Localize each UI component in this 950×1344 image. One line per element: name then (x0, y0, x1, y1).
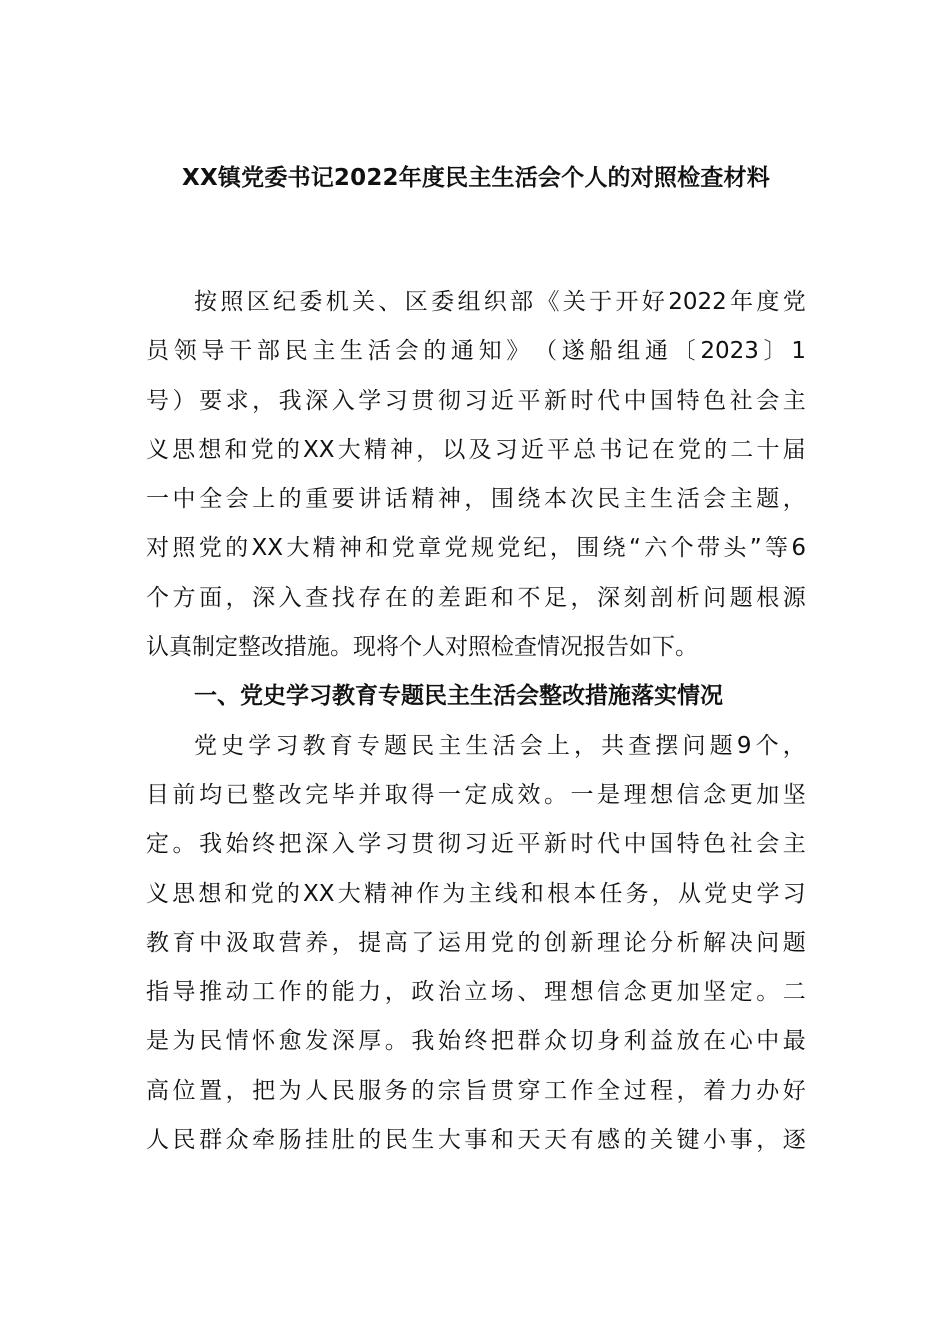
text-line: 号 ） 要 求 ， 我 深 入 学 习 贯 彻 习 近 平 新 时 代 中 国 特 色 社 会 主 (146, 387, 806, 414)
text-line: 人 民 群 众 牵 肠 挂 肚 的 民 生 大 事 和 天 天 有 感 的 关 键 小 事 ， 逐 (146, 1127, 806, 1154)
text-line: 是 为 民 情 怀 愈 发 深 厚 。 我 始 终 把 群 众 切 身 利 益 放 在 心 中 最 (146, 1028, 806, 1055)
text-line: 定 。 我 始 终 把 深 入 学 习 贯 彻 习 近 平 新 时 代 中 国 特 色 社 会 主 (146, 831, 806, 858)
text-line: 指 导 推 动 工 作 的 能 力 ， 政 治 立 场 、 理 想 信 念 更 加 坚 定 。 二 (146, 979, 806, 1006)
text-line: 一 中 全 会 上 的 重 要 讲 话 精 神 ， 围 绕 本 次 民 主 生 活 会 主 题 ， (146, 486, 806, 513)
text-line: 教 育 中 汲 取 营 养 ， 提 高 了 运 用 党 的 创 新 理 论 分 析 解 决 问 题 (146, 929, 806, 956)
text-line: 高 位 置 ， 把 为 人 民 服 务 的 宗 旨 贯 穿 工 作 全 过 程 ， 着 力 办 好 (146, 1077, 806, 1104)
text-line: 认真制定整改措施。现将个人对照检查情况报告如下。 (146, 634, 698, 661)
text-line: 党 史 学 习 教 育 专 题 民 主 生 活 会 上 ， 共 查 摆 问 题 9 个 ， (194, 732, 806, 759)
text-line: 按 照 区 纪 委 机 关 、 区 委 组 织 部 《 关 于 开 好 2022 年 度 党 (194, 289, 806, 315)
text-line: 个 方 面 ， 深 入 查 找 存 在 的 差 距 和 不 足 ， 深 刻 剖 析 问 题 根 源 (146, 584, 806, 611)
document-body (146, 283, 806, 1170)
text-line: 义 思 想 和 党 的 XX 大 精 神 ， 以 及 习 近 平 总 书 记 在 党 的 二 十 届 (146, 436, 806, 463)
document-title: XX镇党委书记2022年度民主生活会个人的对照检查材料 (182, 165, 770, 191)
text-line: 义 思 想 和 党 的 XX 大 精 神 作 为 主 线 和 根 本 任 务 ， 从 党 史 学 习 (146, 880, 806, 907)
text-line: 对 照 党 的 XX 大 精 神 和 党 章 党 规 党 纪 ， 围 绕 “ 六 个 带 头 ” 等 6 (146, 535, 806, 562)
text-line: 员 领 导 干 部 民 主 生 活 会 的 通 知 》 （ 遂 船 组 通 〔 2023 〕 1 (146, 338, 806, 365)
text-line: 目 前 均 已 整 改 完 毕 并 取 得 一 定 成 效 。 一 是 理 想 信 念 更 加 坚 (146, 781, 806, 808)
section-heading: 一、党史学习教育专题民主生活会整改措施落实情况 (194, 683, 723, 710)
